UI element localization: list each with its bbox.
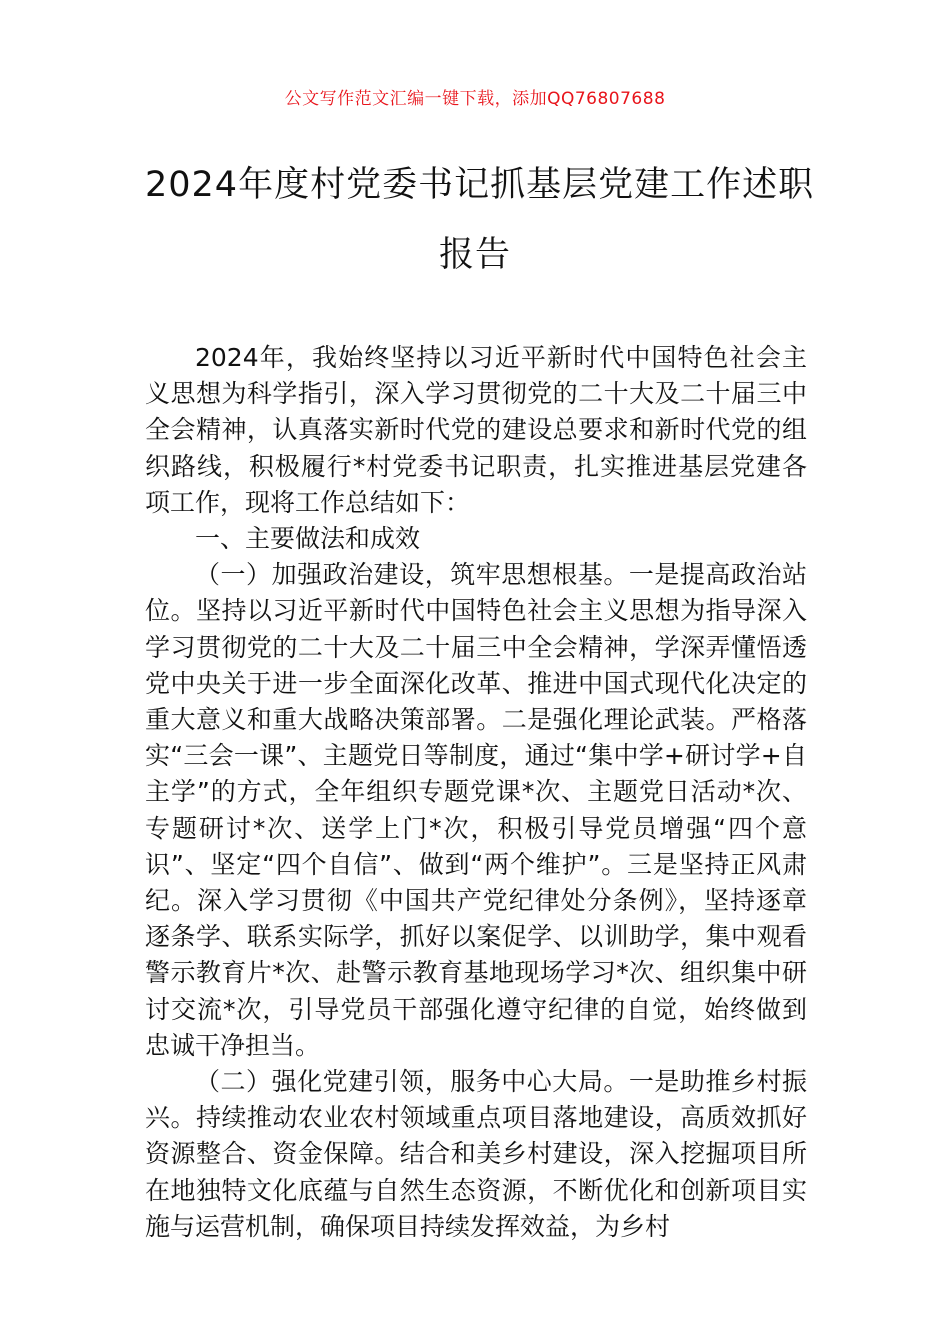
section-1-paragraph-political: （一）加强政治建设，筑牢思想根基。一是提高政治站位。坚持以习近平新时代中国特色社会主义思想为指导深入学习贯彻党的二十大及二十届三中全会精神，学深弄懂悟透党中央关于进一步全面深化改革、推进中国式现代化决定的重大意义和重大战略决策部署。二是强化理论武装。严格落实“三会一课”、主题党日等制度，通过“集中学+研讨学+自主学”的方式，全年组织专题党课*次、主题党日活动*次、专题研讨*次、送学上门*次，积极引导党员增强“四个意识”、坚定“四个自信”、做到“两个维护”。三是坚持正风肃纪。深入学习贯彻《中国共产党纪律处分条例》，坚持逐章逐条学、联系实际学，抓好以案促学、以训助学，集中观看警示教育片*次、赴警示教育基地现场学习*次、组织集中研讨交流*次，引导党员干部强化遵守纪律的自觉，始终做到忠诚干净担当。 (145, 560, 807, 1060)
title-line-1: 2024年度村党委书记抓基层党建工作述职 (145, 165, 815, 205)
intro-paragraph: 2024年，我始终坚持以习近平新时代中国特色社会主义思想为科学指引，深入学习贯彻党的二十大及二十届三中全会精神，认真落实新时代党的建设总要求和新时代党的组织路线，积极履行*村党委书记职责，扎实推进基层党建各项工作，现将工作总结如下： (145, 343, 807, 517)
document-body (145, 340, 807, 1245)
title-line-2: 报告 (438, 235, 511, 275)
promo-header-text[interactable]: 公文写作范文汇编一键下载，添加QQ76807688 (284, 89, 666, 109)
section-heading-1: 一、主要做法和成效 (195, 524, 421, 554)
section-1-paragraph-party-building: （二）强化党建引领，服务中心大局。一是助推乡村振兴。持续推动农业农村领域重点项目落地建设，高质效抓好资源整合、资金保障。结合和美乡村建设，深入挖掘项目所在地独特文化底蕴与自然生态资源，不断优化和创新项目实施与运营机制，确保项目持续发挥效益，为乡村 (145, 1067, 807, 1241)
document-title (145, 150, 815, 290)
